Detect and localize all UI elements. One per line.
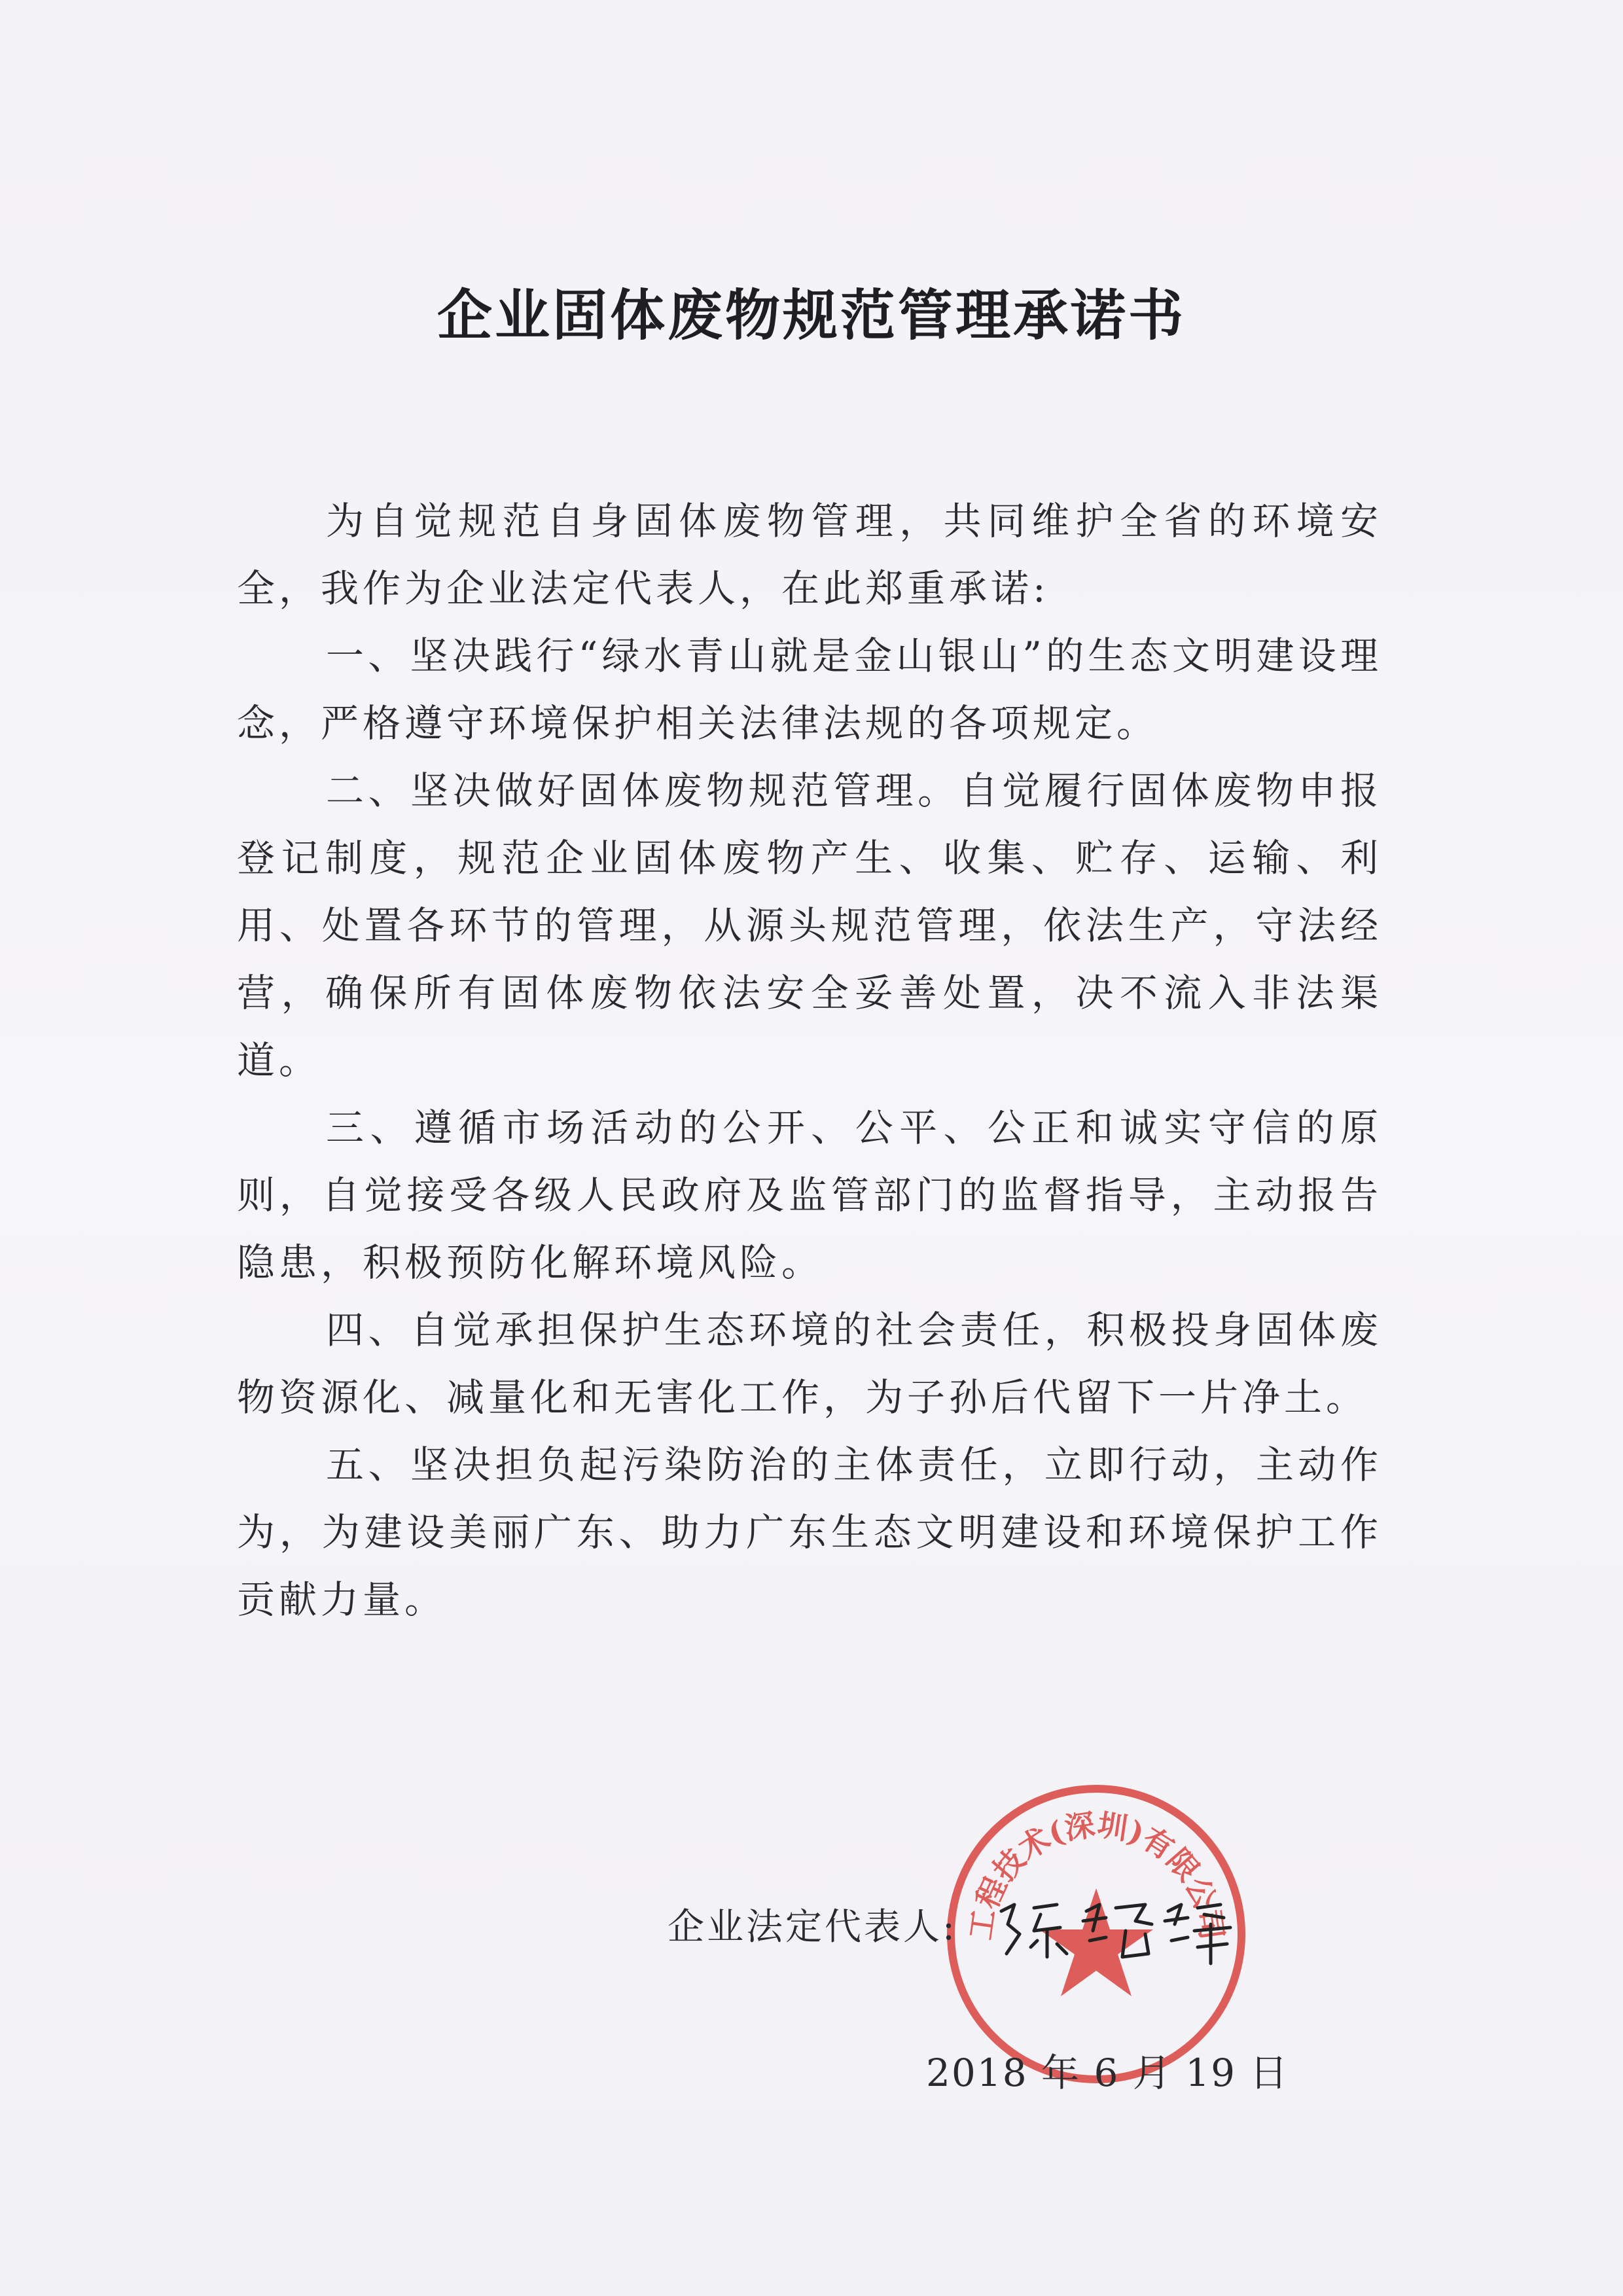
- seal-text: 工程技术(深圳)有限公司: [962, 1806, 1230, 1942]
- document-body: [237, 488, 1382, 1634]
- document-title: 企业固体废物规范管理承诺书: [437, 283, 1186, 348]
- document-date: 2018 年 6 月 19 日: [926, 2051, 1289, 2095]
- commitment-2: 二、坚决做好固体废物规范管理。自觉履行固体废物申报登记制度，规范企业固体废物产生、收集、贮存、运输、利用、处置各环节的管理，从源头规范管理，依法生产，守法经营，确保所有固体废物依法安全妥善处置，决不流入非法渠道。: [237, 768, 1382, 1083]
- signature-label: 企业法定代表人:: [668, 1906, 957, 1948]
- commitment-3: 三、遵循市场活动的公开、公平、公正和诚实守信的原则，自觉接受各级人民政府及监管部门的监督指导，主动报告隐患，积极预防化解环境风险。: [237, 1105, 1382, 1285]
- commitment-4: 四、自觉承担保护生态环境的社会责任，积极投身固体废物资源化、减量化和无害化工作，为子孙后代留下一片净土。: [237, 1308, 1382, 1420]
- commitment-1: 一、坚决践行“绿水青山就是金山银山”的生态文明建设理念，严格遵守环境保护相关法律法规的各项规定。: [237, 634, 1382, 745]
- commitment-5: 五、坚决担负起污染防治的主体责任，立即行动，主动作为，为建设美丽广东、助力广东生态文明建设和环境保护工作贡献力量。: [237, 1443, 1382, 1622]
- intro-paragraph: 为自觉规范自身固体废物管理，共同维护全省的环境安全，我作为企业法定代表人，在此郑重承诺:: [237, 499, 1382, 611]
- handwritten-signature: [995, 1885, 1243, 1970]
